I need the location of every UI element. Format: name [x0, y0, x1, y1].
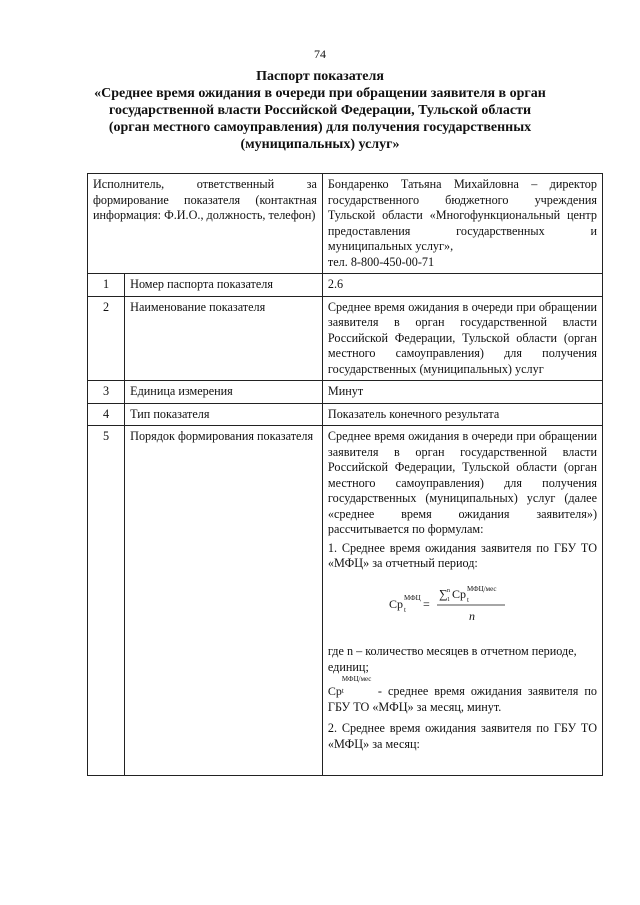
row-value: [322, 426, 602, 776]
title-line: Паспорт показателя: [256, 69, 384, 84]
executor-value: [322, 174, 602, 274]
executor-value-text: Бондаренко Татьяна Михайловна – директор государственного бюджетного учреждения Тульской области «Многофункциональный центр предоставления государственных и муниципальных услуг»,: [327, 177, 597, 253]
method-item-2: 2. Среднее время ожидания заявителя по ГБУ ТО «МФЦ» за месяц:: [327, 721, 597, 751]
row-bottom-space: [328, 752, 597, 772]
formula-denominator: n: [469, 608, 476, 623]
method-intro: Среднее время ожидания в очереди при обращении заявителя в орган государственной власти Российской Федерации, Тульской области (орган местного самоуправления) для получения государственных (муниципальных) услуг (далее «среднее время ожидания заявителя») рассчитывается по формулам:: [327, 429, 597, 536]
passport-table: [87, 173, 603, 776]
formula-rhs-sup: МФЦ/мес: [467, 584, 497, 593]
executor-label-text: Исполнитель, ответственный за формирование показателя (контактная информация: Ф.И.О., должность, телефон): [93, 177, 317, 222]
row-value: Минут: [322, 381, 602, 404]
row-number: 3: [88, 381, 125, 404]
formula-sum-sign: ∑: [439, 586, 449, 601]
formula-sum-sub: 1: [447, 596, 451, 603]
row-label: Тип показателя: [125, 403, 323, 426]
executor-phone: тел. 8-800-450-00-71: [327, 254, 435, 269]
definition-sup: МФЦ/мес: [341, 675, 372, 683]
table-row-formula: [88, 426, 603, 776]
formula-lhs-base: Ср: [389, 596, 404, 611]
definition-sub: t: [341, 687, 344, 695]
formula-equals: =: [423, 596, 431, 611]
table-row: [88, 381, 603, 404]
row-label: Наименование показателя: [125, 296, 323, 381]
formula-rhs-base: Ср: [452, 586, 467, 601]
formula-period-average: [328, 582, 597, 631]
formula-sum-sup: n: [447, 587, 451, 594]
formula-svg: [387, 582, 537, 626]
title-line: государственной власти Российской Федерации, Тульской области: [108, 103, 532, 118]
row-value: Среднее время ожидания в очереди при обращении заявителя в орган государственной власти Российской Федерации, Тульской области (орган местного самоуправления) для получения государственных (муниципальных) услуг: [322, 296, 602, 381]
row-value: 2.6: [322, 274, 602, 297]
method-where-n: где n – количество месяцев в отчетном периоде, единиц;: [327, 644, 577, 674]
title-line: (орган местного самоуправления) для получения государственных: [108, 120, 532, 135]
title-line: «Среднее время ожидания в очереди при обращении заявителя в орган: [94, 86, 546, 101]
row-label: Единица измерения: [125, 381, 323, 404]
row-label: Порядок формирования показателя: [125, 426, 323, 776]
row-number: 1: [88, 274, 125, 297]
table-row: [88, 296, 603, 381]
row-number: 5: [88, 426, 125, 776]
formula-lhs-sup: МФЦ: [404, 593, 422, 602]
executor-label: [88, 174, 323, 274]
document-title: [70, 68, 570, 153]
row-label: Номер паспорта показателя: [125, 274, 323, 297]
formula-lhs-sub: t: [404, 605, 407, 614]
definition-scripts: [341, 675, 378, 695]
definition-symbol: [327, 675, 378, 698]
definition-base: Ср: [327, 684, 342, 698]
method-item-1: 1. Среднее время ожидания заявителя по ГБУ ТО «МФЦ» за отчетный период:: [327, 540, 597, 570]
formula-rhs-sub: t: [467, 595, 470, 604]
row-value: Показатель конечного результата: [322, 403, 602, 426]
definition-text: - среднее время ожидания заявителя по ГБУ ТО «МФЦ» за месяц, минут.: [327, 684, 597, 714]
row-number: 2: [88, 296, 125, 381]
table-row: [88, 403, 603, 426]
table-row-executor: [88, 174, 603, 274]
method-definition: [327, 675, 597, 715]
title-line: (муниципальных) услуг»: [240, 137, 400, 152]
page-number: 74: [314, 47, 326, 61]
table-row: [88, 274, 603, 297]
row-number: 4: [88, 403, 125, 426]
